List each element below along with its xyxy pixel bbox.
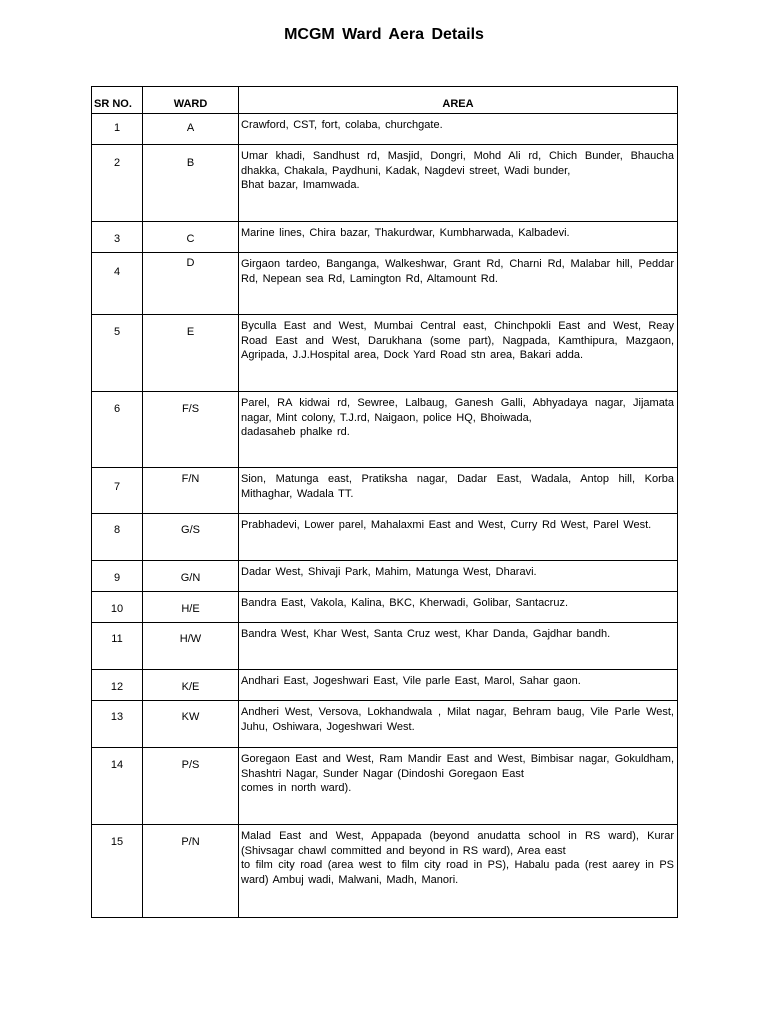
ward-cell: B (143, 145, 239, 222)
table-row (92, 670, 678, 701)
area-text: Byculla East and West, Mumbai Central east, Chinchpokli East and West, Reay Road East and West, Darukhana (some part), Nagpada, Kamthipura, Mazgaon, Agripada, J.J.Hospital area, Dock Yard Road stn area, Bakari adda. (241, 320, 674, 361)
ward-table (91, 86, 678, 918)
ward-cell: F/N (143, 468, 239, 514)
sr-no-cell: 12 (92, 670, 143, 701)
table-row (92, 392, 678, 468)
area-cell (239, 145, 678, 222)
table-row (92, 514, 678, 561)
table-row (92, 253, 678, 315)
area-cell (239, 670, 678, 701)
area-cell (239, 315, 678, 392)
sr-no-cell: 8 (92, 514, 143, 561)
area-text: Sion, Matunga east, Pratiksha nagar, Dadar East, Wadala, Antop hill, Korba Mithaghar, Wadala TT. (241, 473, 674, 500)
sr-no-cell: 6 (92, 392, 143, 468)
sr-no-cell: 13 (92, 701, 143, 748)
area-text: Andhari East, Jogeshwari East, Vile parle East, Marol, Sahar gaon. (241, 675, 581, 687)
ward-cell: P/N (143, 825, 239, 918)
sr-no-cell: 10 (92, 592, 143, 623)
sr-no-cell: 14 (92, 748, 143, 825)
table-row (92, 748, 678, 825)
area-cell (239, 468, 678, 514)
ward-cell: G/N (143, 561, 239, 592)
area-cell (239, 825, 678, 918)
table-row (92, 315, 678, 392)
ward-cell: P/S (143, 748, 239, 825)
sr-no-cell: 1 (92, 114, 143, 145)
ward-cell: KW (143, 701, 239, 748)
area-cell (239, 561, 678, 592)
ward-cell: C (143, 222, 239, 253)
area-cell (239, 748, 678, 825)
sr-no-cell: 9 (92, 561, 143, 592)
area-text: Marine lines, Chira bazar, Thakurdwar, Kumbharwada, Kalbadevi. (241, 227, 570, 239)
page-title: MCGM Ward Aera Details (284, 26, 484, 43)
ward-cell: F/S (143, 392, 239, 468)
area-cell (239, 592, 678, 623)
table-row (92, 592, 678, 623)
area-cell (239, 701, 678, 748)
table-row (92, 145, 678, 222)
sr-no-cell: 2 (92, 145, 143, 222)
header-area: AREA (239, 87, 678, 114)
table-row (92, 701, 678, 748)
table-row (92, 468, 678, 514)
ward-cell: D (143, 253, 239, 315)
area-text: dadasaheb phalke rd. (241, 426, 350, 438)
ward-cell: H/W (143, 623, 239, 670)
area-text: Umar khadi, Sandhust rd, Masjid, Dongri, Mohd Ali rd, Chich Bunder, Bhaucha dhakka, Chakala, Paydhuni, Kadak, Nagdevi street, Wadi bunder, (241, 150, 674, 177)
area-text: to film city road (area west to film city road in PS), Habalu pada (rest aarey in PS ward) Ambuj wadi, Malwani, Madh, Manori. (241, 859, 674, 886)
ward-cell: A (143, 114, 239, 145)
table-header-row (92, 87, 678, 114)
area-text: Bandra East, Vakola, Kalina, BKC, Kherwadi, Golibar, Santacruz. (241, 597, 569, 609)
header-sr-no: SR NO. (92, 87, 143, 114)
area-text: Bhat bazar, Imamwada. (241, 179, 360, 191)
area-text: Goregaon East and West, Ram Mandir East and West, Bimbisar nagar, Gokuldham, Shashtri Nagar, Sunder Nagar (Dindoshi Goregaon East (241, 753, 674, 780)
ward-cell: K/E (143, 670, 239, 701)
ward-cell: E (143, 315, 239, 392)
area-cell (239, 514, 678, 561)
area-cell (239, 222, 678, 253)
ward-cell: H/E (143, 592, 239, 623)
sr-no-cell: 4 (92, 253, 143, 315)
table-row (92, 114, 678, 145)
header-ward: WARD (143, 87, 239, 114)
area-text: Crawford, CST, fort, colaba, churchgate. (241, 119, 443, 131)
sr-no-cell: 15 (92, 825, 143, 918)
area-text: Parel, RA kidwai rd, Sewree, Lalbaug, Ganesh Galli, Abhyadaya nagar, Jijamata nagar, Mint colony, T.J.rd, Naigaon, police HQ, Bhoiwada, (241, 397, 674, 424)
area-text: Malad East and West, Appapada (beyond anudatta school in RS ward), Kurar (Shivsagar chawl committed and beyond in RS ward), Area east (241, 830, 674, 857)
area-text: Girgaon tardeo, Banganga, Walkeshwar, Grant Rd, Charni Rd, Malabar hill, Peddar Rd, Nepean sea Rd, Lamington Rd, Altamount Rd. (241, 258, 674, 285)
area-text: Dadar West, Shivaji Park, Mahim, Matunga West, Dharavi. (241, 566, 537, 578)
area-cell (239, 623, 678, 670)
sr-no-cell: 7 (92, 468, 143, 514)
area-text: Prabhadevi, Lower parel, Mahalaxmi East and West, Curry Rd West, Parel West. (241, 519, 652, 531)
area-text: comes in north ward). (241, 782, 352, 794)
sr-no-cell: 3 (92, 222, 143, 253)
area-cell (239, 392, 678, 468)
ward-cell: G/S (143, 514, 239, 561)
area-text: Bandra West, Khar West, Santa Cruz west, Khar Danda, Gajdhar bandh. (241, 628, 611, 640)
table-row (92, 825, 678, 918)
table-row (92, 222, 678, 253)
sr-no-cell: 11 (92, 623, 143, 670)
table-row (92, 623, 678, 670)
table-row (92, 561, 678, 592)
area-cell (239, 253, 678, 315)
area-text: Andheri West, Versova, Lokhandwala , Milat nagar, Behram baug, Vile Parle West, Juhu, Oshiwara, Jogeshwari West. (241, 706, 674, 733)
area-cell (239, 114, 678, 145)
sr-no-cell: 5 (92, 315, 143, 392)
